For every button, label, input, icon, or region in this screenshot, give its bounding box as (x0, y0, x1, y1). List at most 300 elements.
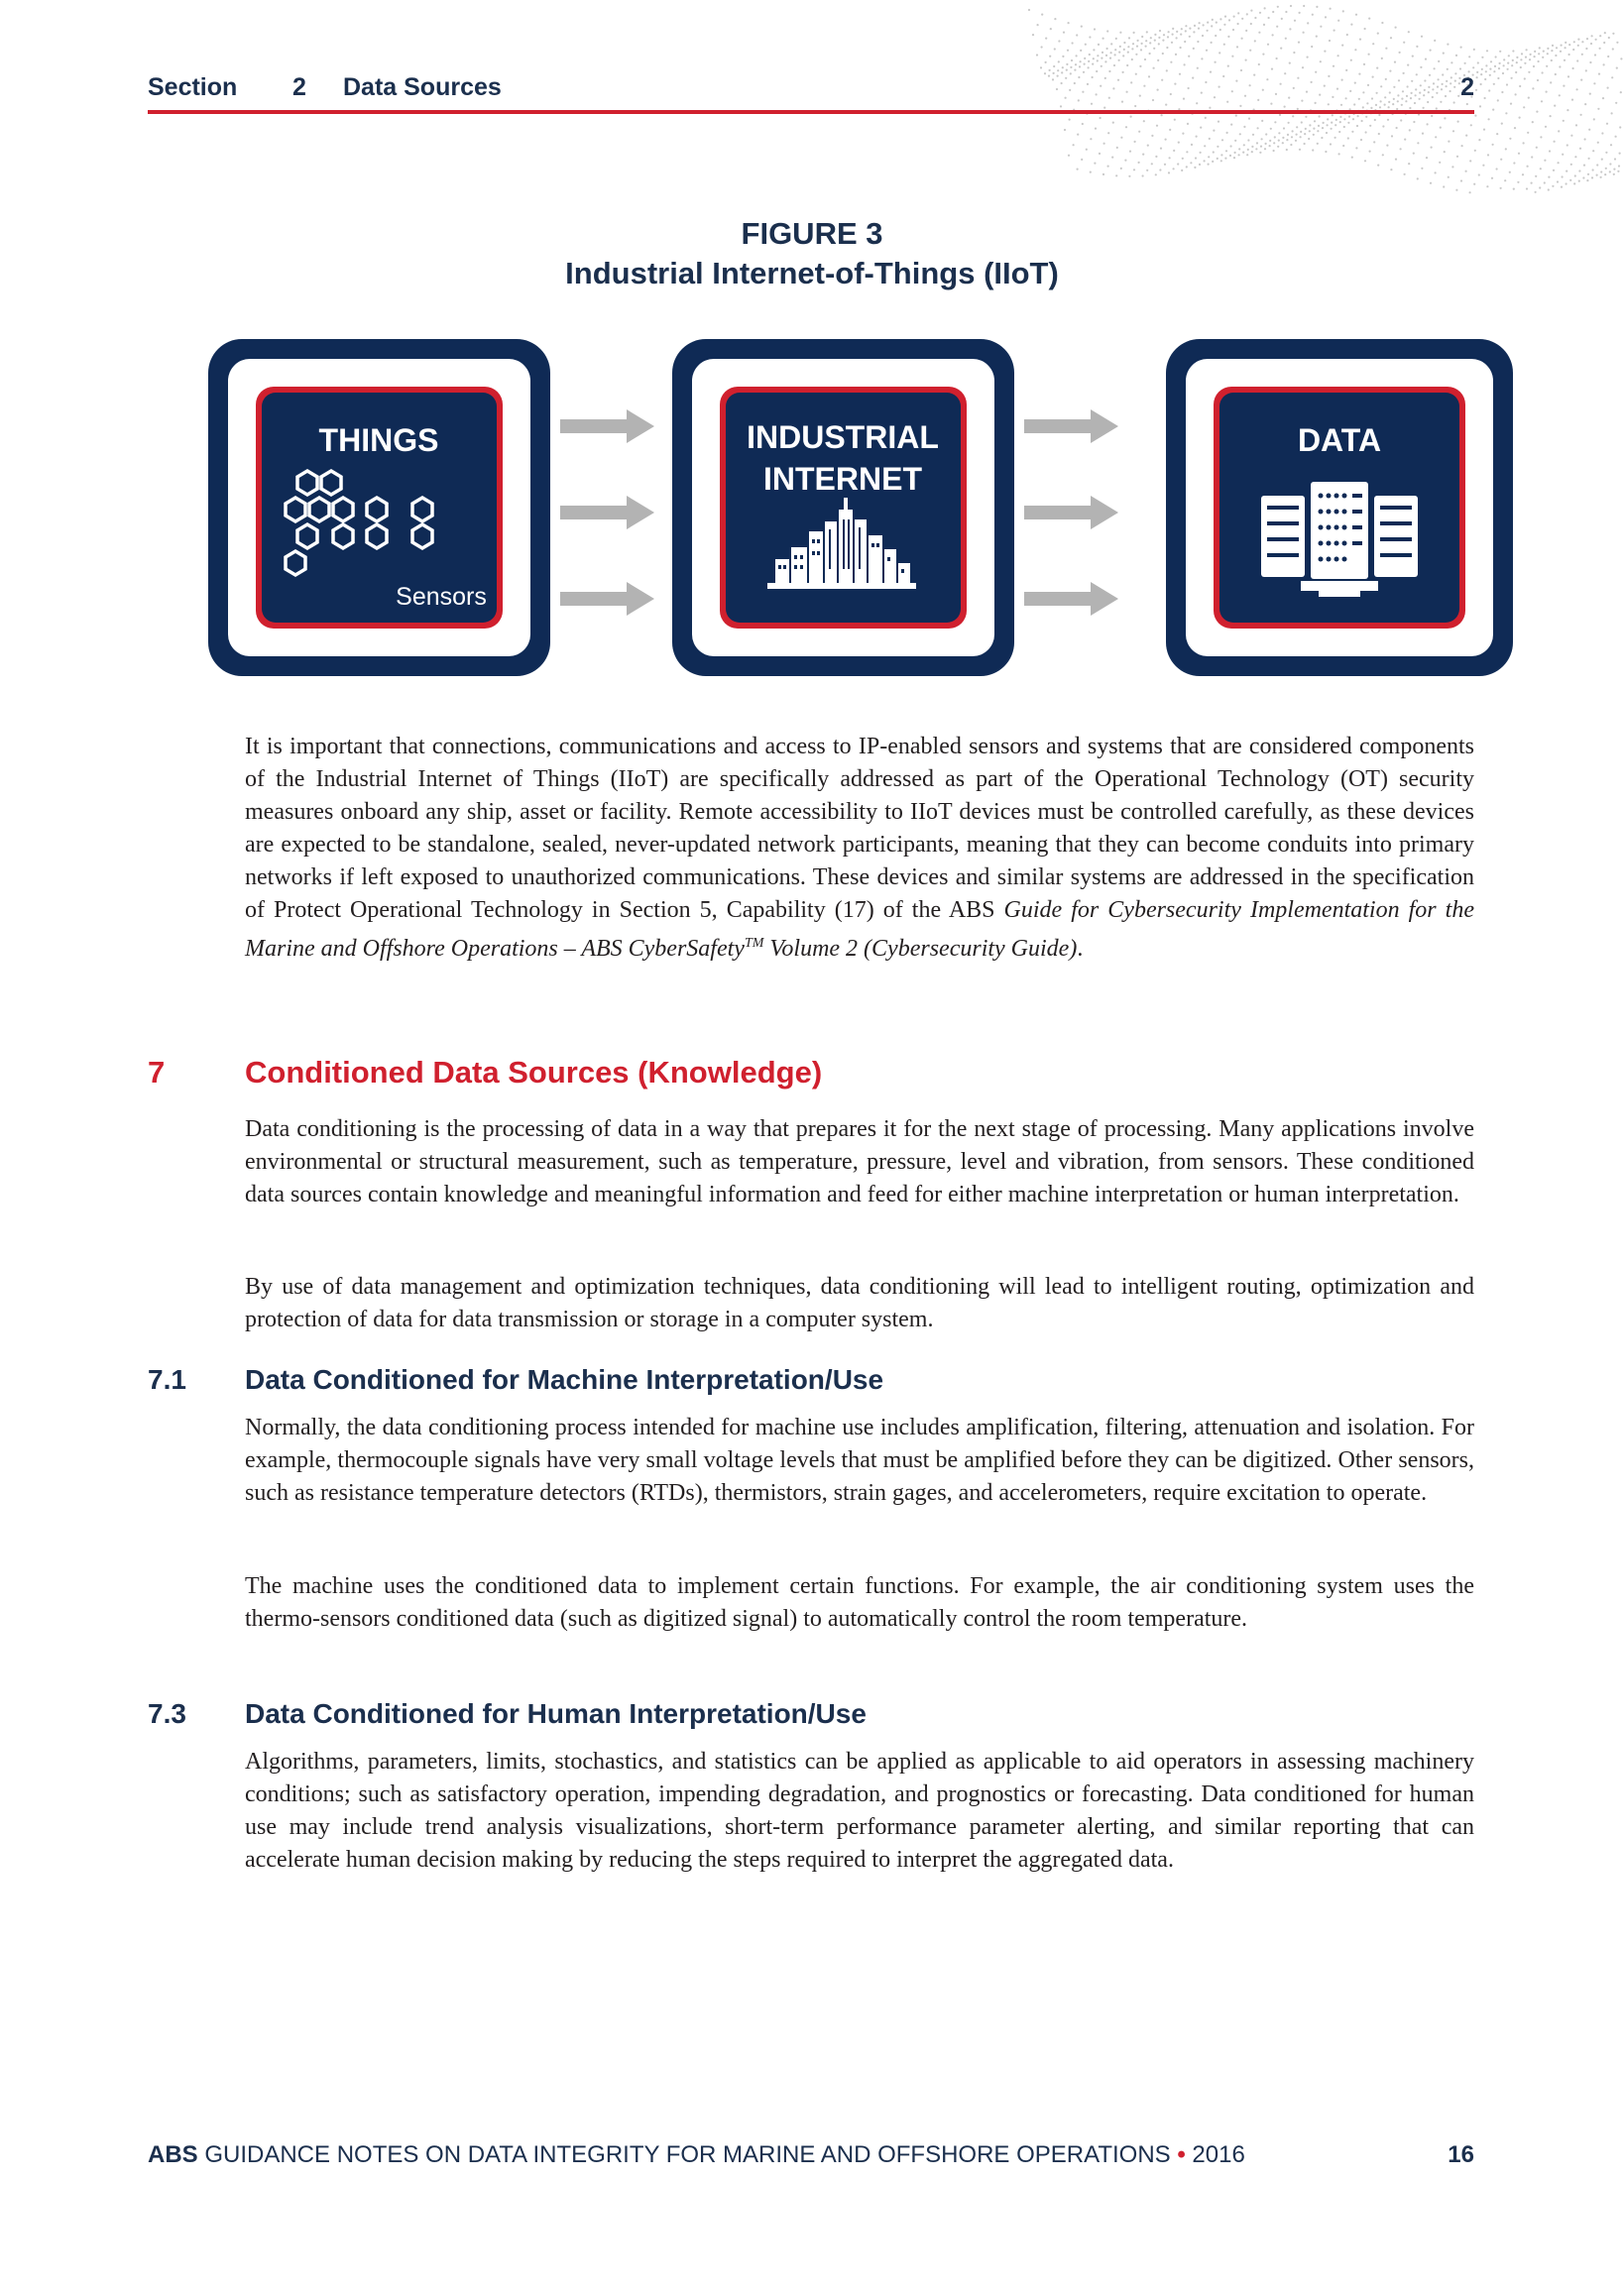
pattern-dot (1616, 67, 1618, 69)
section-7-1-paragraph-2: The machine uses the conditioned data to implement certain functions. For example, the air conditioning system uses the thermo-sensors conditioned data (such as digitized signal) to automatically control the room temperature. (245, 1573, 1474, 1632)
pattern-dot (1508, 55, 1510, 57)
pattern-dot (1550, 81, 1552, 83)
pattern-dot (1511, 77, 1513, 79)
pattern-dot (1144, 58, 1146, 60)
header-section-label: Section (148, 73, 238, 101)
pattern-dot (1207, 22, 1209, 24)
pattern-dot (1518, 153, 1520, 155)
pattern-dot (1113, 64, 1115, 66)
pattern-dot (1476, 76, 1478, 78)
pattern-dot (1582, 176, 1584, 178)
pattern-dot (1173, 150, 1175, 152)
pattern-dot (1505, 112, 1507, 114)
pattern-dot (1413, 153, 1415, 155)
pattern-dot (1480, 73, 1482, 75)
pattern-dot (1435, 172, 1437, 173)
pattern-dot (1481, 68, 1483, 70)
pattern-dot (1160, 148, 1162, 150)
pattern-dot (1068, 22, 1070, 24)
pattern-dot (1611, 76, 1613, 78)
pattern-dot (1319, 115, 1321, 117)
panel-internet-title-line1: INDUSTRIAL (747, 419, 939, 455)
pattern-dot (1474, 150, 1476, 152)
pattern-dot (1448, 141, 1450, 143)
pattern-dot (1191, 144, 1193, 146)
pattern-dot (1540, 136, 1542, 138)
pattern-dot (1149, 53, 1151, 55)
pattern-dot (1277, 146, 1279, 148)
pattern-dot (1346, 34, 1348, 36)
pattern-dot (1128, 37, 1130, 39)
pattern-dot (1304, 133, 1306, 135)
pattern-dot (1138, 131, 1140, 133)
pattern-dot (1304, 143, 1306, 145)
pattern-dot (1303, 32, 1305, 34)
pattern-dot (1114, 49, 1116, 51)
pattern-dot (1435, 136, 1437, 138)
pattern-dot (1238, 154, 1240, 156)
pattern-dot (1313, 134, 1315, 136)
pattern-dot (1566, 109, 1568, 111)
pattern-dot (1572, 49, 1574, 51)
pattern-dot (1386, 145, 1388, 147)
pattern-dot (1613, 169, 1615, 171)
pattern-dot (1303, 5, 1305, 7)
pattern-dot (1295, 140, 1297, 142)
pattern-dot (1205, 117, 1207, 119)
pattern-dot (1169, 129, 1171, 131)
pattern-dot (1159, 169, 1161, 171)
pattern-dot (1612, 48, 1614, 50)
pattern-dot (1546, 91, 1548, 93)
pattern-dot (1278, 132, 1280, 134)
intro-paragraph (245, 731, 1474, 966)
pattern-dot (1355, 14, 1357, 16)
pattern-dot (1321, 137, 1323, 139)
pattern-dot (1588, 129, 1590, 131)
pattern-dot (1480, 83, 1482, 85)
pattern-dot (1123, 49, 1125, 51)
pattern-dot (1099, 153, 1101, 155)
pattern-dot (1264, 148, 1266, 150)
intro-period: . (1077, 936, 1084, 962)
pattern-dot (1314, 120, 1316, 122)
pattern-dot (1168, 172, 1170, 173)
pattern-dot (1534, 56, 1536, 57)
pattern-dot (1334, 137, 1336, 139)
pattern-dot (1126, 64, 1128, 66)
pattern-dot (1452, 130, 1454, 132)
pattern-dot (1317, 130, 1319, 132)
running-header (148, 73, 1474, 115)
pattern-dot (1511, 64, 1513, 66)
pattern-dot (1592, 169, 1594, 171)
pattern-dot (1404, 139, 1406, 141)
pattern-dot (1188, 56, 1190, 57)
pattern-dot (1082, 123, 1084, 125)
pattern-dot (1305, 116, 1307, 118)
pattern-dot (1342, 10, 1344, 12)
pattern-dot (1072, 42, 1074, 44)
pattern-dot (1292, 130, 1294, 132)
footer-brand: ABS (148, 2141, 198, 2168)
pattern-dot (1538, 60, 1540, 62)
pattern-dot (1515, 93, 1517, 95)
pattern-dot (1062, 66, 1064, 68)
pattern-dot (1290, 5, 1292, 7)
pattern-dot (1483, 129, 1485, 131)
pattern-dot (1265, 143, 1267, 145)
pattern-dot (1259, 12, 1261, 14)
pattern-dot (1204, 160, 1206, 162)
pattern-dot (1300, 136, 1302, 138)
pattern-dot (1382, 154, 1384, 156)
pattern-dot (1199, 164, 1201, 166)
pattern-dot (1076, 55, 1078, 57)
pattern-dot (1162, 40, 1164, 42)
pattern-dot (1120, 137, 1122, 139)
pattern-dot (1322, 127, 1324, 129)
pattern-dot (1286, 149, 1288, 151)
pattern-dot (1195, 157, 1197, 159)
pattern-dot (1573, 182, 1575, 184)
pattern-dot (1552, 185, 1554, 187)
pattern-dot (1570, 135, 1572, 137)
pattern-dot (1097, 55, 1099, 57)
pattern-dot (1507, 68, 1509, 70)
pattern-dot (1037, 24, 1039, 26)
pattern-dot (1273, 150, 1275, 152)
pattern-dot (1054, 18, 1056, 20)
pattern-dot (1241, 18, 1243, 20)
pattern-dot (1054, 48, 1056, 50)
pattern-dot (1118, 59, 1120, 61)
pattern-dot (1133, 32, 1135, 34)
pattern-dot (1264, 7, 1266, 9)
pattern-dot (1496, 168, 1498, 170)
pattern-dot (1558, 130, 1560, 132)
pattern-dot (1603, 63, 1605, 65)
pattern-dot (1612, 33, 1614, 35)
pattern-dot (1041, 14, 1043, 16)
pattern-dot (1211, 42, 1213, 44)
pattern-dot (1193, 31, 1195, 33)
pattern-dot (1268, 17, 1270, 19)
pattern-dot (1455, 55, 1457, 57)
pattern-dot (1112, 122, 1114, 124)
pattern-dot (1258, 63, 1260, 65)
pattern-dot (1171, 42, 1173, 44)
pattern-dot (1550, 115, 1552, 117)
pattern-dot (1158, 43, 1160, 45)
panel-industrial-internet (672, 339, 1014, 676)
pattern-dot (1394, 61, 1396, 63)
pattern-dot (1102, 52, 1103, 54)
pattern-dot (1190, 162, 1192, 164)
pattern-dot (1564, 59, 1566, 61)
pattern-dot (1062, 56, 1064, 57)
pattern-dot (1381, 22, 1383, 24)
pattern-dot (1220, 160, 1222, 162)
pattern-dot (1105, 55, 1107, 57)
pattern-dot (1124, 160, 1126, 162)
pattern-dot (1581, 41, 1583, 43)
pattern-dot (1217, 146, 1218, 148)
pattern-dot (1515, 71, 1517, 73)
pattern-dot (1230, 124, 1232, 126)
pattern-dot (1312, 14, 1314, 16)
pattern-dot (1524, 77, 1526, 79)
pattern-dot (1323, 122, 1325, 124)
pattern-dot (1301, 121, 1303, 123)
pattern-dot (1231, 56, 1233, 57)
pattern-dot (1049, 56, 1051, 57)
pattern-dot (1075, 63, 1077, 65)
pattern-dot (1127, 52, 1129, 54)
section-7-paragraph-2: By use of data management and optimization techniques, data conditioning will lead to intelligent routing, optimization and protection of data for data transmission or storage in a computer system. (245, 1274, 1474, 1332)
pattern-dot (1595, 39, 1597, 41)
pattern-dot (1460, 179, 1462, 181)
pattern-dot (1592, 150, 1594, 152)
pattern-dot (1282, 142, 1284, 144)
pattern-dot (1597, 108, 1599, 110)
pattern-dot (1501, 123, 1503, 125)
pattern-dot (1049, 69, 1051, 71)
pattern-dot (1586, 179, 1588, 181)
pattern-dot (1517, 181, 1519, 183)
pattern-dot (1141, 43, 1143, 45)
pattern-dot (1521, 53, 1523, 55)
pattern-dot (1084, 57, 1086, 59)
pattern-dot (1197, 41, 1199, 43)
pattern-dot (1108, 70, 1110, 72)
pattern-dot (1395, 27, 1397, 29)
pattern-dot (1509, 138, 1511, 140)
pattern-dot (1568, 54, 1570, 56)
pattern-dot (1390, 169, 1392, 171)
pattern-dot (1596, 174, 1598, 176)
pattern-dot (1360, 139, 1362, 141)
panel-things (208, 339, 550, 676)
pattern-dot (1090, 138, 1092, 140)
pattern-dot (1494, 65, 1496, 67)
pattern-dot (1470, 124, 1472, 126)
pattern-dot (1559, 94, 1561, 96)
pattern-dot (1604, 32, 1606, 34)
pattern-dot (1280, 48, 1282, 50)
pattern-dot (1530, 54, 1532, 56)
pattern-dot (1591, 176, 1593, 178)
pattern-dot (1565, 47, 1566, 49)
pattern-dot (1417, 142, 1419, 144)
pattern-dot (1571, 99, 1573, 101)
pattern-dot (1224, 16, 1226, 18)
pattern-dot (1618, 165, 1620, 167)
pattern-dot (1172, 28, 1174, 30)
pattern-dot (1555, 73, 1557, 75)
pattern-dot (1136, 46, 1138, 48)
pattern-dot (1197, 67, 1199, 69)
pattern-dot (1399, 52, 1401, 54)
header-rule (148, 110, 1474, 114)
pattern-dot (1127, 46, 1129, 48)
pattern-dot (1261, 138, 1263, 140)
pattern-dot (1554, 141, 1556, 143)
pattern-dot (1473, 183, 1475, 185)
pattern-dot (1194, 25, 1196, 27)
pattern-dot (1088, 60, 1090, 62)
pattern-dot (1365, 131, 1367, 133)
pattern-dot (1256, 142, 1258, 144)
pattern-dot (1223, 24, 1225, 26)
pattern-dot (1330, 8, 1332, 10)
pattern-dot (1544, 160, 1546, 162)
pattern-dot (1526, 187, 1528, 189)
pattern-dot (1455, 189, 1457, 191)
pattern-dot (1403, 42, 1405, 44)
pattern-dot (1493, 70, 1495, 72)
pattern-dot (1363, 63, 1365, 65)
pattern-dot (1086, 149, 1088, 151)
pattern-dot (1368, 54, 1370, 56)
pattern-dot (1587, 173, 1589, 175)
pattern-dot (1327, 124, 1329, 126)
pattern-dot (1408, 163, 1410, 165)
pattern-dot (1167, 36, 1169, 38)
pattern-dot (1513, 162, 1515, 164)
pattern-dot (1233, 16, 1235, 18)
pattern-dot (1532, 121, 1534, 123)
pattern-dot (1184, 41, 1186, 43)
pattern-dot (1080, 60, 1082, 62)
pattern-dot (1347, 122, 1349, 124)
pattern-dot (1573, 41, 1575, 43)
pattern-dot (1387, 119, 1389, 121)
pattern-dot (1338, 131, 1340, 133)
pattern-dot (1439, 162, 1441, 164)
pattern-dot (1309, 130, 1311, 132)
pattern-dot (1305, 128, 1307, 130)
pattern-dot (1122, 55, 1124, 57)
pattern-dot (1217, 158, 1218, 160)
pattern-dot (1478, 173, 1480, 175)
pattern-dot (1574, 174, 1576, 176)
panel-internet-title-line2: INTERNET (763, 461, 922, 497)
pattern-dot (1496, 133, 1498, 135)
pattern-dot (1092, 63, 1094, 65)
pattern-dot (1169, 157, 1171, 159)
pattern-dot (1174, 119, 1176, 121)
pattern-dot (1389, 70, 1391, 72)
pattern-dot (1497, 77, 1499, 79)
pattern-dot (1512, 50, 1514, 52)
pattern-dot (1227, 36, 1229, 38)
pattern-dot (1290, 144, 1292, 146)
pattern-dot (1489, 74, 1491, 76)
pattern-dot (1572, 67, 1574, 69)
pattern-dot (1309, 124, 1311, 126)
pattern-dot (1257, 127, 1259, 129)
footer-bullet: • (1177, 2141, 1186, 2168)
pattern-dot (1262, 54, 1264, 56)
pattern-dot (1400, 119, 1402, 121)
pattern-dot (1073, 144, 1075, 146)
pattern-dot (1404, 173, 1406, 175)
pattern-dot (1207, 30, 1209, 32)
pattern-dot (1486, 185, 1488, 187)
pattern-dot (1307, 57, 1309, 58)
pattern-dot (1084, 63, 1086, 65)
pattern-dot (1106, 30, 1108, 32)
pattern-dot (1066, 63, 1068, 65)
pattern-dot (1589, 93, 1591, 95)
pattern-dot (1164, 164, 1166, 166)
pattern-dot (1212, 161, 1214, 163)
pattern-dot (1500, 187, 1502, 189)
pattern-dot (1607, 87, 1609, 89)
pattern-dot (1248, 118, 1250, 120)
pattern-dot (1347, 137, 1349, 139)
pattern-dot (1040, 66, 1042, 68)
pattern-dot (1260, 146, 1262, 148)
pattern-dot (1562, 175, 1564, 177)
pattern-dot (1209, 138, 1211, 140)
pattern-dot (1276, 57, 1278, 59)
pattern-dot (1545, 126, 1547, 128)
pattern-dot (1289, 62, 1291, 64)
pattern-dot (1555, 55, 1557, 57)
pattern-dot (1512, 59, 1514, 61)
pattern-dot (1541, 100, 1543, 102)
pattern-dot (1140, 49, 1142, 51)
pattern-dot (1074, 69, 1076, 71)
pattern-dot (1120, 168, 1122, 170)
pattern-dot (1116, 147, 1118, 149)
pattern-dot (1465, 171, 1467, 172)
pattern-dot (1596, 164, 1598, 166)
pattern-dot (1575, 124, 1577, 126)
pattern-dot (1206, 50, 1208, 52)
pattern-dot (1378, 133, 1380, 135)
pattern-dot (1154, 34, 1156, 36)
pattern-dot (1614, 158, 1616, 160)
pattern-dot (1285, 38, 1287, 40)
pattern-dot (1234, 140, 1236, 142)
pattern-dot (1236, 46, 1238, 48)
pattern-dot (1095, 128, 1097, 130)
pattern-dot (1593, 82, 1595, 84)
pattern-dot (1560, 51, 1562, 53)
pattern-dot (1421, 36, 1423, 38)
pattern-dot (1563, 85, 1565, 87)
pattern-dot (1407, 64, 1409, 66)
pattern-dot (1503, 64, 1505, 66)
pattern-dot (1565, 42, 1566, 44)
pattern-dot (1604, 173, 1606, 175)
pattern-dot (1094, 163, 1096, 165)
pattern-dot (1549, 150, 1551, 152)
pattern-dot (1316, 36, 1318, 38)
pattern-dot (1114, 54, 1116, 56)
pattern-dot (1224, 158, 1226, 160)
pattern-dot (1119, 32, 1121, 34)
pattern-dot (1534, 51, 1536, 53)
pattern-dot (1479, 105, 1481, 107)
pattern-dot (1277, 6, 1279, 8)
pattern-dot (1350, 24, 1352, 26)
pattern-dot (1495, 56, 1497, 57)
pattern-dot (1237, 12, 1239, 14)
